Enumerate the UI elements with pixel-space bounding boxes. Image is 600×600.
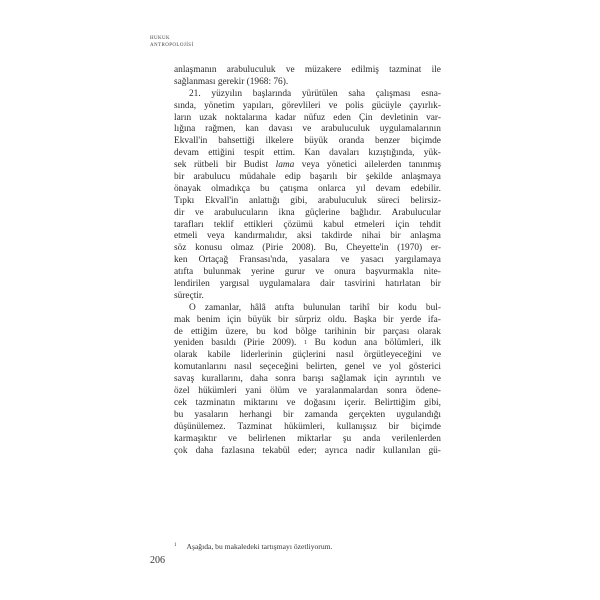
word: yasalara: [298, 255, 330, 266]
word: ların: [174, 112, 192, 123]
text-line: [174, 243, 441, 255]
word: (Pirie: [262, 243, 284, 254]
word: konusu: [195, 243, 223, 254]
word: bir: [277, 314, 289, 325]
word: ettiğim: [190, 326, 218, 337]
word: tasvirini: [344, 279, 376, 290]
word: zamanlar,: [204, 302, 242, 313]
word: bir: [388, 421, 399, 432]
word: nüfuz: [303, 112, 326, 123]
word: seçeceğini: [259, 362, 299, 373]
word: ve: [194, 207, 204, 218]
word: Ortaçağ: [198, 255, 229, 266]
word: tekabül: [262, 445, 291, 456]
word: etmeli: [174, 231, 198, 242]
word: tanınmış: [408, 160, 441, 171]
word: çalışması: [375, 88, 411, 99]
text-line: [174, 148, 441, 160]
word: ve: [302, 124, 312, 135]
word: anda: [362, 433, 381, 444]
word: bir: [430, 279, 441, 290]
word: olarak: [417, 326, 441, 337]
word: polis: [345, 100, 364, 111]
word: olarak: [174, 350, 198, 361]
text-line: [174, 184, 441, 196]
word: nadir: [355, 445, 375, 456]
word: üzere,: [225, 326, 249, 337]
word: belirten,: [306, 362, 337, 373]
word: olmaz: [230, 243, 254, 254]
word: düşünülemez.: [174, 421, 226, 432]
word: tarafları: [174, 219, 204, 230]
word: rütbeli: [193, 160, 219, 171]
word: anlaşmaya: [401, 172, 441, 183]
word: tehdit: [419, 219, 441, 230]
word: anlaşmanın: [174, 65, 217, 75]
word: sonra: [275, 374, 296, 385]
word: bölümleri,: [384, 338, 424, 349]
word: tazminat: [389, 65, 422, 75]
line-text: süreçtir.: [174, 290, 204, 301]
word: örgütleyeceğini: [363, 350, 422, 361]
word: görevlileri: [281, 100, 321, 111]
word: bir: [283, 409, 294, 420]
word: için: [227, 314, 242, 325]
word: biçimde: [410, 136, 441, 147]
word: arabuluculuk: [317, 195, 367, 206]
line-text: sağlanması gerekir (1968: 76).: [174, 76, 289, 87]
word: ayrıntılı: [395, 374, 425, 385]
word: kullanışsız: [336, 421, 377, 432]
footnote-marker: 1: [174, 543, 177, 548]
word: oldu.: [327, 314, 347, 325]
word: nasıl: [234, 362, 252, 373]
word: 2008).: [291, 243, 316, 254]
word: eden: [333, 112, 351, 123]
word: edilmiş: [351, 65, 379, 75]
word: doğasını: [304, 397, 336, 408]
paragraph: [174, 65, 441, 89]
word: benim: [196, 314, 221, 325]
text-line: [174, 65, 441, 77]
word: karmaşıktır: [174, 433, 217, 444]
word: ve: [340, 255, 350, 266]
text-line: [174, 136, 441, 148]
word: (1970): [397, 243, 423, 254]
word: ettikleri: [243, 219, 274, 230]
word: komutanlarını: [174, 362, 227, 373]
word: belirlenen: [248, 433, 286, 444]
page-number: 206: [150, 555, 165, 566]
word: bu: [260, 183, 270, 194]
word: nasıl: [336, 350, 354, 361]
word: O: [189, 302, 196, 313]
text-line: [174, 386, 441, 398]
word: onura: [334, 267, 356, 278]
word: bölge: [295, 326, 317, 337]
word: Budist: [243, 160, 269, 171]
word: er-: [430, 243, 441, 254]
word: ölüm: [270, 386, 290, 397]
word: lendirilen: [174, 279, 210, 290]
word: basıldı: [211, 338, 237, 349]
word: ettim.: [273, 148, 296, 159]
word: uygulamalara: [259, 279, 311, 290]
word: kurallarını,: [201, 374, 243, 385]
word: ile: [431, 65, 441, 75]
word: ikna: [278, 207, 295, 218]
word: tarihî: [349, 302, 370, 313]
paragraph: [174, 303, 441, 458]
text-line: [174, 446, 441, 458]
word: takdirde: [321, 231, 353, 242]
word: fazlasına: [221, 445, 255, 456]
word: sürpriz: [295, 314, 322, 325]
word: arabuluculuk: [321, 124, 370, 135]
word: oranda: [338, 136, 365, 147]
word: nite-: [423, 267, 441, 278]
text-line: [174, 434, 441, 446]
footnote-text: Aşağıda, bu makaledeki tartışmayı özetliyorum.: [186, 542, 333, 551]
word: miktarlar: [297, 433, 332, 444]
word: atıfta: [174, 267, 194, 278]
word: Bu,: [324, 243, 338, 254]
word: çayırlık-: [409, 100, 441, 111]
word: yönetici: [326, 160, 357, 171]
word: kan: [245, 124, 259, 135]
word: Cheyette'in: [346, 243, 389, 254]
word: ve: [286, 397, 296, 408]
word: herhangi: [239, 409, 272, 420]
word: ifa-: [427, 314, 441, 325]
text-line: [174, 160, 441, 172]
body-text: [174, 65, 441, 457]
word: hükümleri,: [284, 421, 325, 432]
word: tarihinin: [324, 326, 357, 337]
text-line: [174, 338, 441, 350]
text-line: [174, 327, 441, 339]
word: gibi,: [290, 195, 308, 206]
text-line: [174, 362, 441, 374]
word: genel: [344, 362, 365, 373]
word: uygulamalarının: [379, 124, 441, 135]
word: şu: [342, 433, 352, 444]
word: güçlerine: [305, 207, 340, 218]
word: ve: [315, 267, 325, 278]
word: Belirttiğim: [374, 397, 416, 408]
word: hükümleri: [198, 386, 237, 397]
text-line: [174, 101, 441, 113]
word: devam: [375, 183, 401, 194]
word: de: [174, 326, 183, 337]
word: gücüyle: [371, 100, 402, 111]
word: yasacı: [360, 255, 384, 266]
text-line: [174, 124, 441, 136]
text-line: [174, 303, 441, 315]
word: yerine: [251, 267, 275, 278]
word: ve: [432, 374, 441, 385]
word: gurur: [284, 267, 305, 278]
word: 21.: [189, 88, 201, 99]
word: söz: [174, 243, 187, 254]
word: yargılamaya: [394, 255, 441, 266]
word: çözümü: [283, 219, 313, 230]
text-line: [174, 196, 441, 208]
word: ayrıca: [324, 445, 348, 456]
word: yürütülen: [301, 88, 338, 99]
word: Fransası'nda,: [239, 255, 288, 266]
word: bulunmak: [203, 267, 241, 278]
word: başvurmakla: [365, 267, 414, 278]
word: sında,: [174, 100, 197, 111]
word: daha: [250, 374, 268, 385]
word: uygulandığı: [396, 409, 441, 420]
word: miktarını: [243, 397, 278, 408]
word: büyük: [304, 136, 328, 147]
word: bahsettiği: [218, 136, 255, 147]
word: tespit: [243, 148, 265, 159]
word: bulunulan: [303, 302, 341, 313]
word: müdahale: [239, 172, 276, 183]
word: arabulucu: [193, 172, 231, 183]
word: var-: [426, 112, 441, 123]
word: gü-: [428, 445, 441, 456]
text-line: [174, 172, 441, 184]
word: şekilde: [365, 172, 393, 183]
word: ve: [328, 100, 338, 111]
text-line: [174, 77, 441, 89]
word: aksi: [296, 231, 312, 242]
word: büyük: [247, 314, 272, 325]
word: yük-: [423, 148, 441, 159]
word: ve: [432, 350, 441, 361]
word: Bu: [314, 338, 326, 349]
word: teklif: [213, 219, 234, 230]
word: edip: [284, 172, 301, 183]
word: yıl: [355, 183, 366, 194]
word: kandırmalıdır,: [234, 231, 288, 242]
word: uzak: [199, 112, 217, 123]
word: sek: [174, 160, 187, 171]
word: gerçekten: [348, 409, 386, 420]
word: bir: [383, 314, 394, 325]
word: kodun: [333, 338, 357, 349]
word: anlaşma: [410, 231, 441, 242]
word: yapıları,: [242, 100, 274, 111]
word: cek: [174, 397, 187, 408]
footnote-ref: 1: [303, 340, 307, 347]
word: barışı: [302, 374, 324, 385]
word: atıfta: [274, 302, 295, 313]
word: ken: [174, 255, 188, 266]
word: tazminatın: [195, 397, 236, 408]
word: hatırlatan: [385, 279, 421, 290]
word: ödene-: [415, 386, 441, 397]
word: bir: [174, 172, 185, 183]
text-line: [174, 315, 441, 327]
word: ana: [364, 338, 378, 349]
word: sağlamak: [331, 374, 367, 385]
word: çatışma: [279, 183, 309, 194]
word: bir: [346, 172, 357, 183]
word: ettiğini: [208, 148, 235, 159]
word: kullanılan: [383, 445, 421, 456]
word: Tıpkı: [174, 195, 195, 206]
word: yani: [245, 386, 262, 397]
word: Ekvall'in: [174, 136, 208, 147]
word: kadar: [275, 112, 296, 123]
text-line: [174, 410, 441, 422]
running-header-title: HUKUK: [150, 36, 171, 41]
word: Tazminat: [237, 421, 273, 432]
paragraph: [174, 89, 441, 303]
word: Çin: [359, 112, 373, 123]
word: bağlıdır.: [350, 207, 382, 218]
word: liderlerinin: [240, 350, 283, 361]
word: anlattığı: [248, 195, 280, 206]
word: ve: [298, 386, 307, 397]
word: arabuluculuk: [226, 65, 276, 75]
text-line: [174, 422, 441, 434]
text-line: [174, 113, 441, 125]
word: biçimde: [410, 421, 441, 432]
word: yeniden: [174, 338, 204, 349]
word: bir: [225, 160, 237, 171]
word: noktalarına: [224, 112, 267, 123]
running-header-subtitle: ANTROPOLOJİSİ: [150, 43, 194, 48]
word: Başka: [353, 314, 377, 325]
word: için: [395, 219, 410, 230]
word: gibi,: [424, 397, 441, 408]
word: önayak: [174, 183, 201, 194]
word: lığına: [174, 124, 196, 135]
word: veya: [301, 160, 320, 171]
running-header: [150, 35, 194, 49]
word: dair: [320, 279, 335, 290]
word: parçası: [382, 326, 410, 337]
word: içerir.: [344, 397, 366, 408]
word: daha: [195, 445, 214, 456]
word: edebilir.: [410, 183, 441, 194]
word: davaları: [329, 148, 360, 159]
text-line: [174, 231, 441, 243]
text-line: [174, 291, 441, 303]
text-line: [174, 220, 441, 232]
word: 2009).: [272, 338, 297, 349]
word: ve: [372, 362, 382, 373]
word: (Pirie: [243, 338, 265, 349]
text-line: [174, 89, 441, 101]
word: Kan: [304, 148, 320, 159]
word: Ekvall'in: [204, 195, 239, 206]
text-line: [174, 398, 441, 410]
text-line: [174, 208, 441, 220]
word: zamanda: [304, 409, 338, 420]
word: gösterici: [408, 362, 441, 373]
word: bul-: [425, 302, 441, 313]
footnote: [174, 542, 332, 551]
word: yüzyılın: [211, 88, 243, 99]
word: başarılı: [309, 172, 338, 183]
word: rağmen,: [205, 124, 236, 135]
word: ailelerden: [364, 160, 402, 171]
word: etmeleri: [354, 219, 385, 230]
word: davası: [268, 124, 293, 135]
word: onlarca: [318, 183, 346, 194]
word: mak: [174, 314, 191, 325]
word: ilkelere: [265, 136, 294, 147]
word: savaş: [174, 374, 195, 385]
word: kodu: [398, 302, 417, 313]
word: veya: [207, 231, 225, 242]
word: nihai: [361, 231, 381, 242]
word: yönetim: [204, 100, 235, 111]
word: saha: [348, 88, 366, 99]
word: bu: [256, 326, 266, 337]
word: ve: [285, 65, 295, 75]
word: başlarında: [252, 88, 292, 99]
word: müzakere: [304, 65, 342, 75]
word: yerde: [400, 314, 422, 325]
text-line: [174, 350, 441, 362]
word: yaralanmalardan: [315, 386, 378, 397]
word: güçlerini: [292, 350, 326, 361]
word: eder;: [298, 445, 317, 456]
word: çok: [174, 445, 188, 456]
word: arabulucuların: [214, 207, 269, 218]
word: belirsiz-: [410, 195, 441, 206]
word: sonra: [386, 386, 407, 397]
word: lama: [275, 160, 295, 171]
word: devletinin: [380, 112, 419, 123]
word: olmadıkça: [211, 183, 250, 194]
word: yol: [389, 362, 402, 373]
word: süreci: [377, 195, 400, 206]
word: bir: [364, 326, 375, 337]
word: yasaların: [194, 409, 229, 420]
text-line: [174, 267, 441, 279]
word: özel: [174, 386, 190, 397]
text-line: [174, 279, 441, 291]
word: kod: [273, 326, 288, 337]
word: kabile: [207, 350, 231, 361]
word: kabul: [323, 219, 345, 230]
word: ve: [228, 433, 237, 444]
word: dir: [174, 207, 185, 218]
word: yargısal: [219, 279, 250, 290]
word: esna-: [421, 88, 441, 99]
word: bir: [378, 302, 389, 313]
word: bir: [390, 231, 401, 242]
word: Arabulucular: [391, 207, 441, 218]
word: hâlâ: [250, 302, 266, 313]
text-line: [174, 255, 441, 267]
text-line: [174, 374, 441, 386]
word: verilenlerden: [391, 433, 441, 444]
word: devam: [174, 148, 199, 159]
word: kızıştığında,: [368, 148, 415, 159]
word: ilk: [431, 338, 441, 349]
word: için: [373, 374, 388, 385]
word: benzer: [375, 136, 400, 147]
word: bu: [174, 409, 184, 420]
